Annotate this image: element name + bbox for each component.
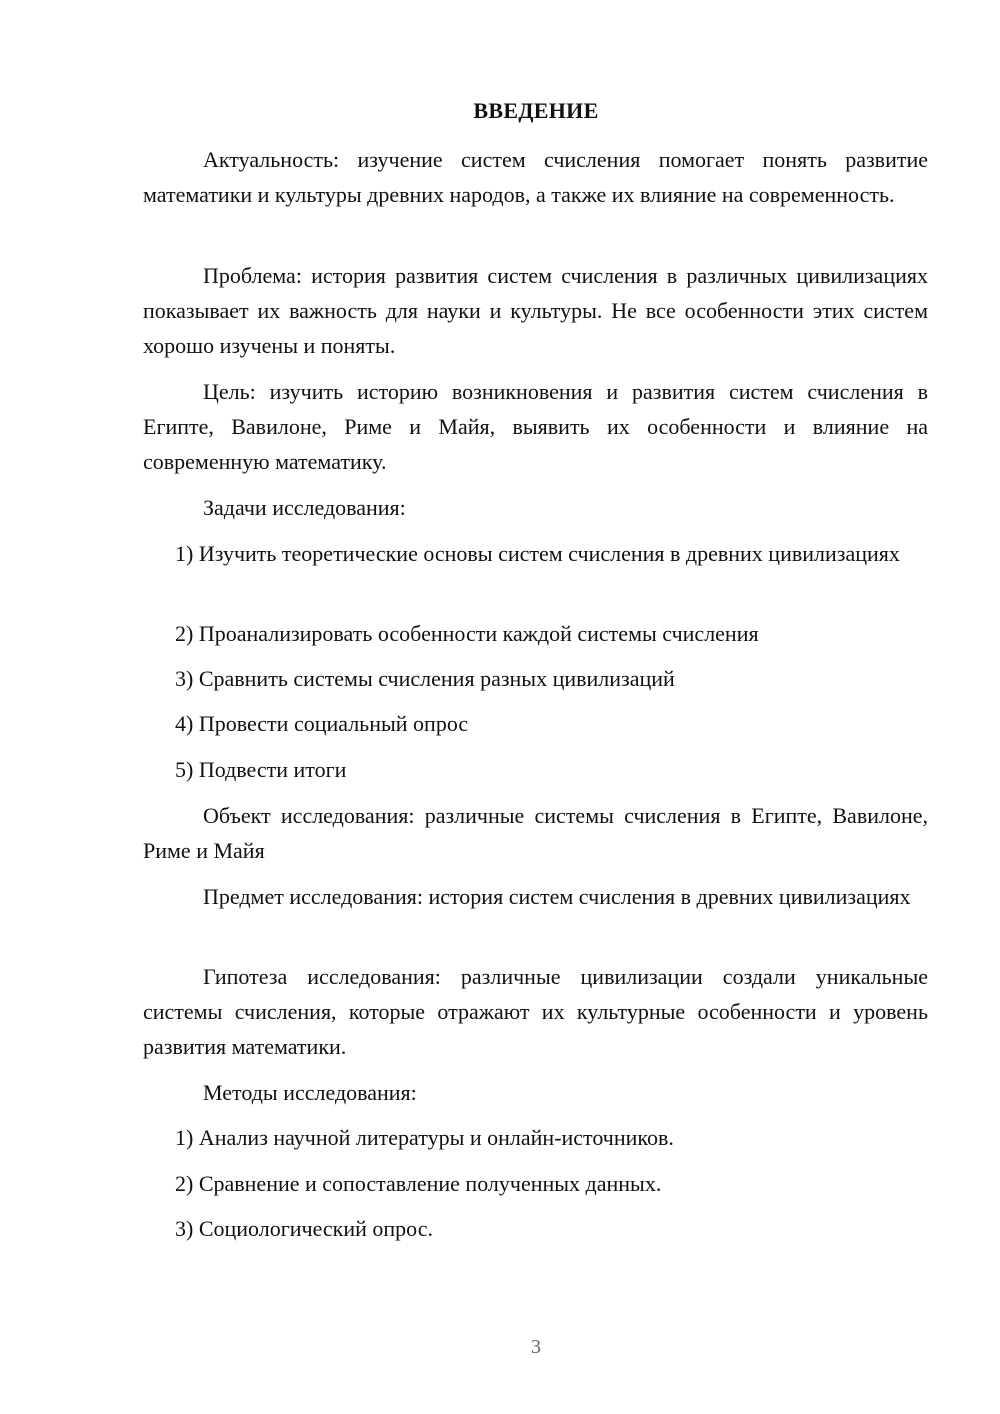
hypothesis-paragraph: Гипотеза исследования: различные цивилизации создали уникальные системы счисления, которые отражают их культурные особенности и уровень развития математики. (143, 964, 928, 1059)
method-item-2: 2) Сравнение и сопоставление полученных данных. (175, 1171, 662, 1196)
tasks-heading: Задачи исследования: (203, 495, 406, 520)
problem-paragraph: Проблема: история развития систем счисления в различных цивилизациях показывает их важность для науки и культуры. Не все особенности этих систем хорошо изучены и поняты. (143, 263, 928, 358)
subject-paragraph: Предмет исследования: история систем счисления в древних цивилизациях (203, 884, 911, 909)
method-item-1: 1) Анализ научной литературы и онлайн-источников. (175, 1125, 674, 1150)
task-item-4: 4) Провести социальный опрос (175, 711, 469, 736)
page-title: ВВЕДЕНИЕ (473, 98, 599, 123)
goal-paragraph: Цель: изучить историю возникновения и развития систем счисления в Египте, Вавилоне, Риме и Майя, выявить их особенности и влияние на современную математику. (143, 379, 928, 474)
task-item-5: 5) Подвести итоги (175, 757, 347, 782)
task-item-1: 1) Изучить теоретические основы систем счисления в древних цивилизациях (175, 541, 900, 566)
object-paragraph: Объект исследования: различные системы счисления в Египте, Вавилоне, Риме и Майя (143, 803, 928, 863)
page-number: 3 (531, 1336, 541, 1358)
task-item-3: 3) Сравнить системы счисления разных цивилизаций (175, 666, 675, 691)
methods-heading: Методы исследования: (203, 1080, 417, 1105)
relevance-paragraph: Актуальность: изучение систем счисления помогает понять развитие математики и культуры древних народов, а также их влияние на современность. (143, 147, 928, 207)
task-item-2: 2) Проанализировать особенности каждой системы счисления (175, 621, 759, 646)
method-item-3: 3) Социологический опрос. (175, 1216, 433, 1241)
